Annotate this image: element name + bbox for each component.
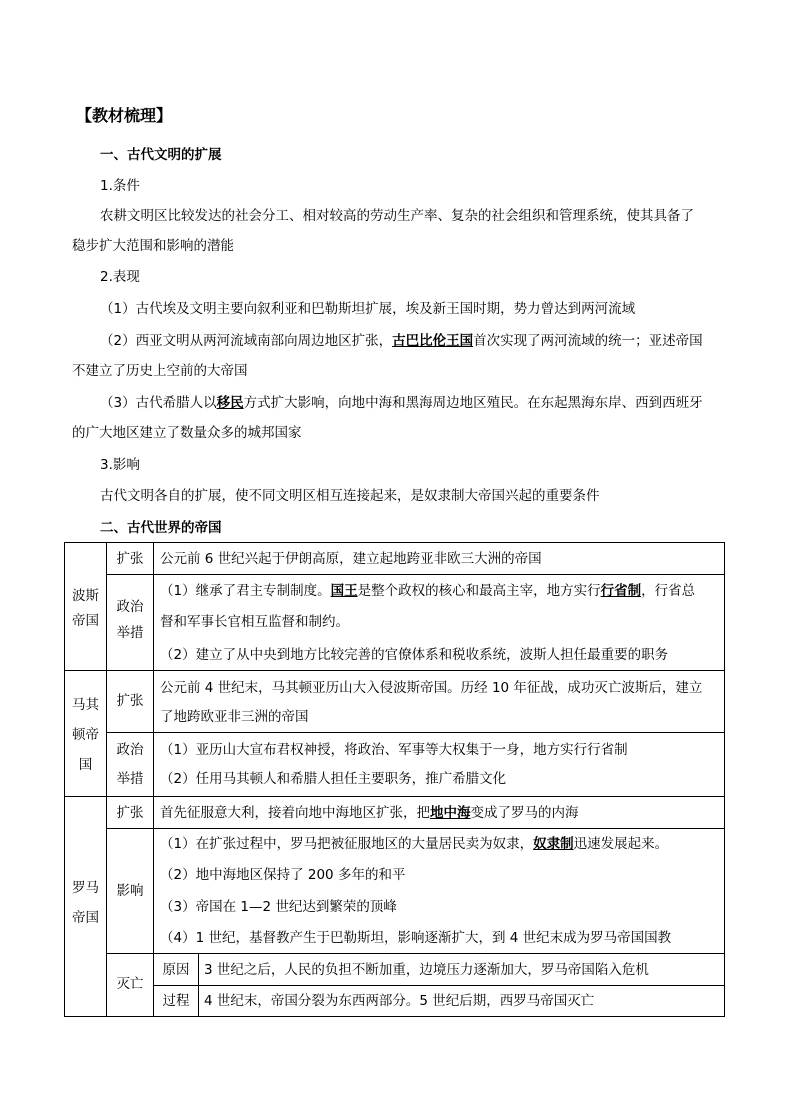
rome-name-line2: 帝国	[72, 910, 99, 926]
persia-politics-item2: （2）建立了从中央到地方比较完善的官僚体系和税收系统，波斯人担任最重要的职务	[160, 647, 669, 663]
performance-item2-line2: 不建立了历史上空前的大帝国	[72, 363, 248, 379]
rome-expand-text-b: 变成了罗马的内海	[470, 805, 579, 821]
page-heading: 【教材梳理】	[76, 106, 173, 125]
table-border-right	[724, 542, 725, 1017]
p3-underline-migration: 移民	[216, 395, 244, 411]
rome-underline-slavery: 奴隶制	[533, 836, 574, 852]
persia-politics-label-line2: 举措	[116, 625, 144, 641]
rome-expand-text-a: 首先征服意大利，接着向地中海地区扩张，把	[160, 805, 430, 821]
table-line	[64, 670, 725, 671]
rome-effect-item4: （4）1 世纪，基督教产生于巴勒斯坦，影响逐渐扩大，到 4 世纪末成为罗马帝国国教	[160, 930, 672, 946]
p3-text-a: （3）古代希腊人以	[100, 395, 217, 411]
persia-underline-province: 行省制	[600, 583, 642, 599]
performance-item2-line1	[100, 331, 703, 351]
rome-process-label: 过程	[162, 993, 190, 1009]
persia-politics-item1-line2: 督和军事长官相互监督和制约。	[160, 614, 349, 630]
performance-item3-line1	[100, 393, 703, 413]
p2-text-a: （2）西亚文明从两河流域南部向周边地区扩张，	[100, 333, 393, 349]
persia-underline-king: 国王	[330, 583, 358, 599]
macedon-politics-item1: （1）亚历山大宣布君权神授，将政治、军事等大权集于一身，地方实行行省制	[160, 742, 628, 758]
rome-effect-item2: （2）地中海地区保持了 200 多年的和平	[160, 867, 406, 883]
persia-name-line2: 帝国	[72, 613, 99, 629]
macedon-name-line3: 国	[78, 757, 93, 773]
condition-text-line2: 稳步扩大范围和影响的潜能	[72, 238, 234, 254]
table-line	[198, 953, 199, 1017]
persia-expand-text: 公元前 6 世纪兴起于伊朗高原，建立起地跨亚非欧三大洲的帝国	[160, 551, 542, 567]
rome-name-line1: 罗马	[72, 880, 99, 896]
persia-politics-label-line1: 政治	[116, 599, 144, 615]
rome-process-text: 4 世纪末，帝国分裂为东西两部分。5 世纪后期，西罗马帝国灭亡	[204, 993, 595, 1009]
rome-fall-label: 灭亡	[116, 976, 144, 992]
table-line	[106, 828, 725, 829]
table-line	[153, 542, 154, 1017]
macedon-expand-line1: 公元前 4 世纪末，马其顿亚历山大入侵波斯帝国。历经 10 年征战，成功灭亡波斯后，建立	[160, 680, 703, 696]
macedon-expand-line2: 了地跨欧亚非三洲的帝国	[160, 709, 309, 725]
p2-underline-babylon: 古巴比伦王国	[392, 333, 474, 349]
rome-effect-item3: （3）帝国在 1—2 世纪达到繁荣的顶峰	[160, 899, 397, 915]
effect-label: 3.影响	[100, 457, 140, 473]
table-border-top	[64, 542, 725, 543]
performance-label: 2.表现	[100, 269, 140, 285]
table-line	[64, 796, 725, 797]
table-line	[153, 985, 725, 986]
persia-expand-label: 扩张	[116, 551, 144, 567]
rome-underline-mediterranean: 地中海	[430, 805, 471, 821]
rome-cause-label: 原因	[162, 962, 190, 978]
rome-expand-text	[160, 803, 579, 823]
p2-text-b: 首次实现了两河流域的统一；亚述帝国	[473, 333, 703, 349]
persia-pol1-text-c: ，行省总	[641, 583, 696, 599]
rome-effect-item1	[160, 834, 668, 854]
rome-e1-text-b: 迅速发展起来。	[573, 836, 669, 852]
macedon-politics-item2: （2）任用马其顿人和希腊人担任主要职务，推广希腊文化	[160, 771, 507, 787]
rome-effect-label: 影响	[116, 883, 144, 899]
table-line	[106, 732, 725, 733]
rome-expand-label: 扩张	[116, 805, 144, 821]
persia-pol1-text-a: （1）继承了君主专制制度。	[160, 583, 331, 599]
persia-name-line1: 波斯	[72, 588, 99, 604]
macedon-politics-label-line1: 政治	[116, 742, 144, 758]
p3-text-b: 方式扩大影响，向地中海和黑海周边地区殖民。在东起黑海东岸、西到西班牙	[243, 395, 703, 411]
performance-item3-line2: 的广大地区建立了数量众多的城邦国家	[72, 425, 302, 441]
macedon-name-line2: 顿帝	[72, 727, 99, 743]
persia-politics-item1-line1	[160, 581, 695, 601]
performance-item1: （1）古代埃及文明主要向叙利亚和巴勒斯坦扩展，埃及新王国时期，势力曾达到两河流域	[100, 301, 636, 317]
condition-label: 1.条件	[100, 178, 140, 194]
macedon-name-line1: 马其	[72, 697, 99, 713]
table-border-bottom	[64, 1016, 725, 1017]
rome-e1-text-a: （1）在扩张过程中，罗马把被征服地区的大量居民卖为奴隶，	[160, 836, 534, 852]
rome-cause-text: 3 世纪之后，人民的负担不断加重，边境压力逐渐加大，罗马帝国陷入危机	[204, 962, 649, 978]
macedon-expand-label: 扩张	[116, 693, 144, 709]
section1-title: 一、古代文明的扩展	[100, 147, 222, 163]
table-line	[106, 574, 725, 575]
macedon-politics-label-line2: 举措	[116, 771, 144, 787]
condition-text-line1: 农耕文明区比较发达的社会分工、相对较高的劳动生产率、复杂的社会组织和管理系统，使其具备了	[100, 208, 694, 224]
section2-title: 二、古代世界的帝国	[100, 520, 222, 536]
effect-text: 古代文明各自的扩展，使不同文明区相互连接起来，是奴隶制大帝国兴起的重要条件	[100, 488, 600, 504]
persia-pol1-text-b: 是整个政权的核心和最高主宰，地方实行	[357, 583, 601, 599]
